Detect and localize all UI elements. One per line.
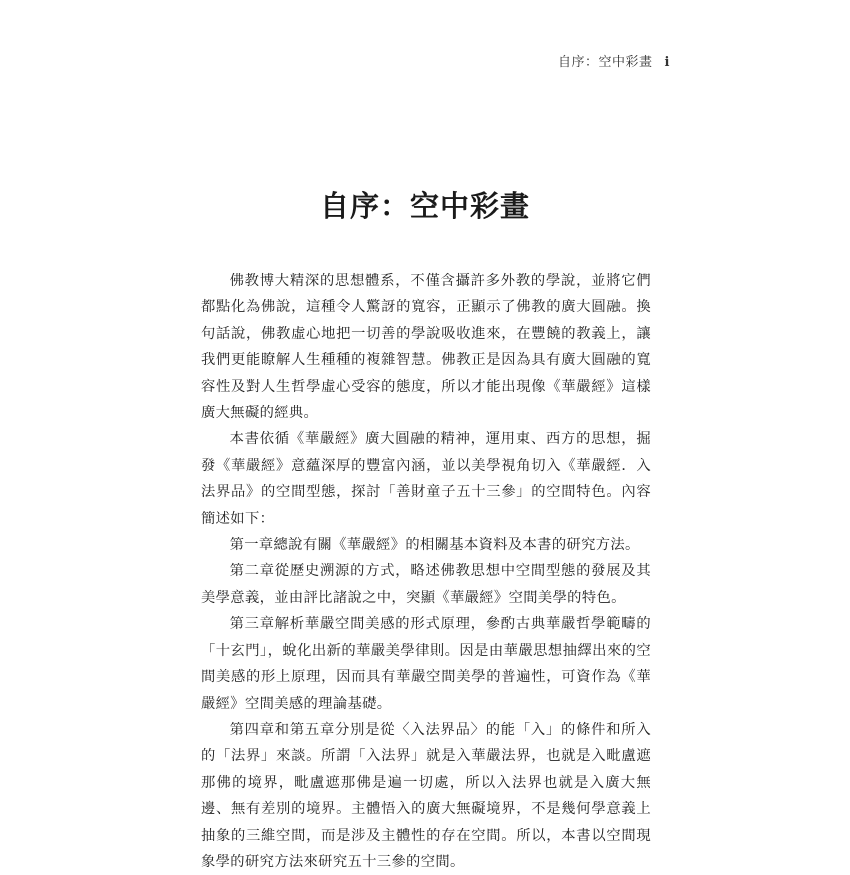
paragraph: 本書依循《華嚴經》廣大圓融的精神，運用東、西方的思想，掘發《華嚴經》意蘊深厚的豐富內涵，並以美學視角切入《華嚴經．入法界品》的空間型態，探討「善財童子五十三參」的空間特色。內容簡述如下：: [201, 431, 651, 527]
body-text: [201, 268, 651, 875]
running-header: [558, 51, 670, 70]
running-header-title: 自序：空中彩畫: [558, 55, 653, 70]
paragraph: 佛教博大精深的思想體系，不僅含攝許多外教的學說，並將它們都點化為佛說，這種令人驚訝的寬容，正顯示了佛教的廣大圓融。換句話說，佛教虛心地把一切善的學說吸收進來，在豐饒的教義上，讓我們更能瞭解人生種種的複雜智慧。佛教正是因為具有廣大圓融的寬容性及對人生哲學虛心受容的態度，所以才能出現像《華嚴經》這樣廣大無礙的經典。: [201, 273, 651, 422]
paragraph: 第一章總說有關《華嚴經》的相關基本資料及本書的研究方法。: [229, 537, 640, 554]
paragraph: 第四章和第五章分別是從〈入法界品〉的能「入」的條件和所入的「法界」來談。所謂「入法界」就是入華嚴法界，也就是入毗盧遮那佛的境界，毗盧遮那佛是遍一切處，所以入法界也就是入廣大無邊、無有差別的境界。主體悟入的廣大無礙境界，不是幾何學意義上抽象的三維空間，而是涉及主體性的存在空間。所以，本書以空間現象學的研究方法來研究五十三參的空間。: [201, 721, 651, 870]
page-number: i: [664, 55, 670, 70]
paragraph: 第三章解析華嚴空間美感的形式原理，參酌古典華嚴哲學範疇的「十玄門」，蛻化出新的華嚴美學律則。因是由華嚴思想抽繹出來的空間美感的形上原理，因而具有華嚴空間美學的普遍性，可資作為《華嚴經》空間美感的理論基礎。: [201, 616, 651, 712]
page-title: 自序：空中彩畫: [319, 189, 530, 223]
paragraph: 第二章從歷史溯源的方式，略述佛教思想中空間型態的發展及其美學意義，並由評比諸說之中，突顯《華嚴經》空間美學的特色。: [201, 563, 651, 606]
